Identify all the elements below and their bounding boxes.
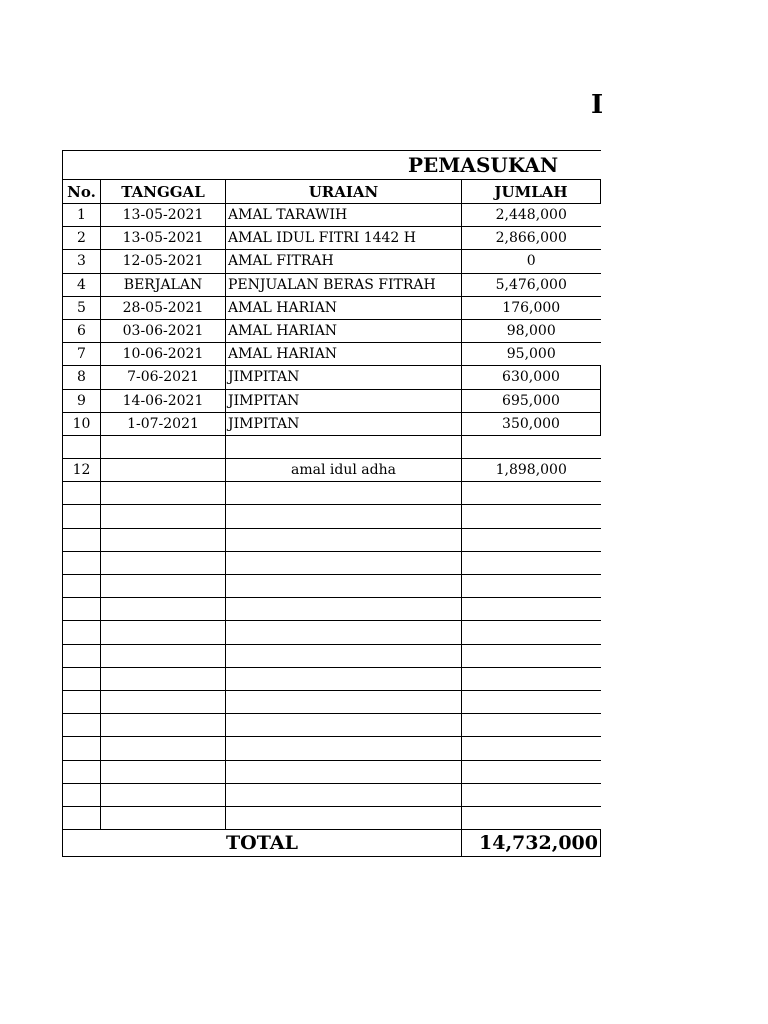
table-row: [63, 296, 601, 319]
empty-cell: [226, 714, 462, 737]
row-number-cell: 10: [63, 412, 101, 435]
empty-table-row: [63, 621, 601, 644]
row-date-cell: 13-05-2021: [101, 204, 226, 227]
empty-cell: [101, 714, 226, 737]
empty-cell: [101, 737, 226, 760]
empty-cell: [226, 598, 462, 621]
empty-cell: [63, 621, 101, 644]
row-description-cell: [226, 435, 462, 458]
row-amount-cell: 98,000: [462, 319, 601, 342]
empty-table-row: [63, 644, 601, 667]
empty-cell: [462, 482, 601, 505]
empty-cell: [101, 806, 226, 829]
empty-cell: [63, 482, 101, 505]
empty-cell: [63, 760, 101, 783]
row-date-cell: 13-05-2021: [101, 227, 226, 250]
empty-table-row: [63, 528, 601, 551]
row-number-cell: 3: [63, 250, 101, 273]
row-description-cell: AMAL FITRAH: [226, 250, 462, 273]
table-row: [63, 412, 601, 435]
empty-cell: [226, 528, 462, 551]
row-number-cell: 9: [63, 389, 101, 412]
empty-table-row: [63, 598, 601, 621]
table-row: [63, 343, 601, 366]
row-amount-cell: 695,000: [462, 389, 601, 412]
row-description-cell: JIMPITAN: [226, 412, 462, 435]
empty-cell: [63, 783, 101, 806]
row-date-cell: 14-06-2021: [101, 389, 226, 412]
empty-table-row: [63, 737, 601, 760]
document-heading-fragment: I: [591, 90, 604, 120]
empty-cell: [101, 667, 226, 690]
empty-cell: [226, 644, 462, 667]
empty-cell: [101, 505, 226, 528]
ledger-title-row: [63, 151, 601, 180]
column-header-amount: JUMLAH: [462, 180, 601, 204]
empty-table-row: [63, 667, 601, 690]
row-date-cell: 10-06-2021: [101, 343, 226, 366]
table-row: [63, 319, 601, 342]
empty-cell: [63, 551, 101, 574]
table-row: [63, 366, 601, 389]
total-label: TOTAL: [63, 830, 462, 857]
empty-cell: [226, 760, 462, 783]
empty-cell: [462, 621, 601, 644]
row-amount-cell: 0: [462, 250, 601, 273]
row-amount-cell: 630,000: [462, 366, 601, 389]
empty-cell: [462, 551, 601, 574]
total-row: [63, 830, 601, 857]
empty-cell: [226, 575, 462, 598]
row-number-cell: 2: [63, 227, 101, 250]
empty-cell: [462, 575, 601, 598]
row-description-cell: AMAL IDUL FITRI 1442 H: [226, 227, 462, 250]
row-amount-cell: 5,476,000: [462, 273, 601, 296]
empty-cell: [462, 528, 601, 551]
row-amount-cell: 350,000: [462, 412, 601, 435]
row-number-cell: 7: [63, 343, 101, 366]
empty-cell: [101, 621, 226, 644]
empty-table-row: [63, 783, 601, 806]
empty-cell: [101, 760, 226, 783]
row-date-cell: 03-06-2021: [101, 319, 226, 342]
column-header-description: URAIAN: [226, 180, 462, 204]
empty-cell: [63, 644, 101, 667]
empty-cell: [462, 737, 601, 760]
row-date-cell: 12-05-2021: [101, 250, 226, 273]
empty-cell: [101, 575, 226, 598]
empty-cell: [101, 551, 226, 574]
empty-cell: [101, 783, 226, 806]
empty-cell: [462, 644, 601, 667]
row-description-cell: AMAL HARIAN: [226, 296, 462, 319]
ledger-title: PEMASUKAN: [63, 151, 601, 180]
row-amount-cell: 2,448,000: [462, 204, 601, 227]
empty-cell: [63, 737, 101, 760]
table-row: [63, 227, 601, 250]
empty-cell: [226, 806, 462, 829]
empty-table-row: [63, 551, 601, 574]
row-number-cell: 5: [63, 296, 101, 319]
empty-cell: [462, 783, 601, 806]
row-number-cell: 8: [63, 366, 101, 389]
empty-table-row: [63, 505, 601, 528]
row-description-cell: JIMPITAN: [226, 366, 462, 389]
column-header-date: TANGGAL: [101, 180, 226, 204]
table-row: [63, 273, 601, 296]
row-number-cell: 12: [63, 459, 101, 482]
table-row: [63, 435, 601, 458]
empty-cell: [101, 644, 226, 667]
empty-cell: [226, 551, 462, 574]
empty-cell: [226, 783, 462, 806]
empty-cell: [63, 598, 101, 621]
empty-cell: [63, 806, 101, 829]
row-number-cell: [63, 435, 101, 458]
column-header-no: No.: [63, 180, 101, 204]
empty-cell: [226, 667, 462, 690]
empty-cell: [462, 505, 601, 528]
empty-cell: [226, 737, 462, 760]
empty-cell: [63, 575, 101, 598]
table-row: [63, 389, 601, 412]
row-description-cell: PENJUALAN BERAS FITRAH: [226, 273, 462, 296]
empty-cell: [101, 528, 226, 551]
empty-table-row: [63, 806, 601, 829]
row-amount-cell: [462, 435, 601, 458]
row-date-cell: [101, 459, 226, 482]
empty-table-row: [63, 482, 601, 505]
row-date-cell: 7-06-2021: [101, 366, 226, 389]
row-date-cell: 28-05-2021: [101, 296, 226, 319]
empty-cell: [63, 690, 101, 713]
income-ledger-table: [62, 150, 601, 857]
empty-cell: [63, 505, 101, 528]
row-number-cell: 1: [63, 204, 101, 227]
empty-cell: [63, 528, 101, 551]
empty-table-row: [63, 575, 601, 598]
row-amount-cell: 176,000: [462, 296, 601, 319]
empty-cell: [63, 667, 101, 690]
empty-cell: [226, 505, 462, 528]
empty-cell: [462, 760, 601, 783]
empty-cell: [226, 621, 462, 644]
total-value: 14,732,000: [462, 830, 601, 857]
table-row: [63, 459, 601, 482]
empty-table-row: [63, 760, 601, 783]
row-date-cell: BERJALAN: [101, 273, 226, 296]
row-date-cell: 1-07-2021: [101, 412, 226, 435]
row-description-cell: AMAL HARIAN: [226, 343, 462, 366]
row-amount-cell: 95,000: [462, 343, 601, 366]
row-amount-cell: 1,898,000: [462, 459, 601, 482]
row-description-cell: AMAL TARAWIH: [226, 204, 462, 227]
empty-cell: [462, 806, 601, 829]
row-description-cell: amal idul adha: [226, 459, 462, 482]
empty-cell: [63, 714, 101, 737]
empty-cell: [226, 690, 462, 713]
row-description-cell: JIMPITAN: [226, 389, 462, 412]
empty-cell: [226, 482, 462, 505]
empty-cell: [101, 690, 226, 713]
empty-cell: [462, 690, 601, 713]
row-description-cell: AMAL HARIAN: [226, 319, 462, 342]
row-amount-cell: 2,866,000: [462, 227, 601, 250]
empty-table-row: [63, 690, 601, 713]
table-row: [63, 250, 601, 273]
empty-cell: [462, 598, 601, 621]
empty-cell: [101, 482, 226, 505]
empty-cell: [101, 598, 226, 621]
row-date-cell: [101, 435, 226, 458]
row-number-cell: 4: [63, 273, 101, 296]
empty-table-row: [63, 714, 601, 737]
row-number-cell: 6: [63, 319, 101, 342]
empty-cell: [462, 667, 601, 690]
empty-cell: [462, 714, 601, 737]
table-row: [63, 204, 601, 227]
ledger-header-row: [63, 180, 601, 204]
